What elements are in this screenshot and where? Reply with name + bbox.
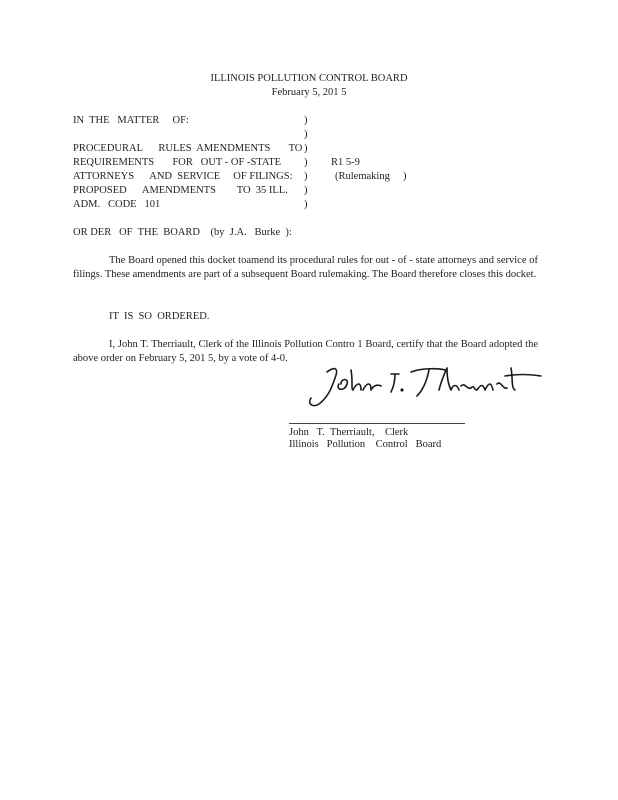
caption-line-2: REQUIREMENTS FOR OUT - OF -STATE [73, 157, 282, 168]
so-ordered: IT IS SO ORDERED. [109, 311, 210, 322]
caption-line-1: PROCEDURAL RULES AMENDMENTS TO [73, 143, 303, 154]
caption-bracket: ) [304, 143, 308, 154]
clerk-signature [305, 360, 545, 410]
caption-bracket: ) [304, 199, 308, 210]
matter-label: IN THE MATTER OF: [73, 115, 189, 126]
caption-bracket: ) [304, 171, 308, 182]
signature-line [289, 423, 465, 424]
body-paragraph-text: The Board opened this docket toamend its procedural rules for out - of - state attorneys and service of filings. These amendments are part of a subsequent Board rulemaking. The Board therefore closes this docket. [73, 255, 538, 280]
caption-bracket: ) [304, 115, 308, 126]
certification-text: I, John T. Therriault, Clerk of the Illinois Pollution Contro 1 Board, certify that the Board adopted the above order on February 5, 201 5, by a vote of 4-0. [73, 339, 538, 364]
caption-line-4: PROPOSED AMENDMENTS TO 35 ILL. [73, 185, 288, 196]
caption-bracket: ) [304, 185, 308, 196]
docket-type: (Rulemaking ) [335, 171, 407, 182]
signer-organization: Illinois Pollution Control Board [289, 439, 442, 450]
caption-bracket: ) [304, 157, 308, 168]
caption-line-3: ATTORNEYS AND SERVICE OF FILINGS: [73, 171, 293, 182]
order-date: February 5, 201 5 [271, 87, 347, 98]
docket-number: R1 5-9 [331, 157, 360, 168]
caption-bracket: ) [304, 129, 308, 140]
order-heading: OR DER OF THE BOARD (by J.A. Burke ): [73, 227, 292, 238]
body-paragraph [73, 254, 538, 282]
signer-name: John T. Therriault, Clerk [289, 427, 409, 438]
caption-line-5: ADM. CODE 101 [73, 199, 161, 210]
board-title: ILLINOIS POLLUTION CONTROL BOARD [210, 73, 408, 84]
